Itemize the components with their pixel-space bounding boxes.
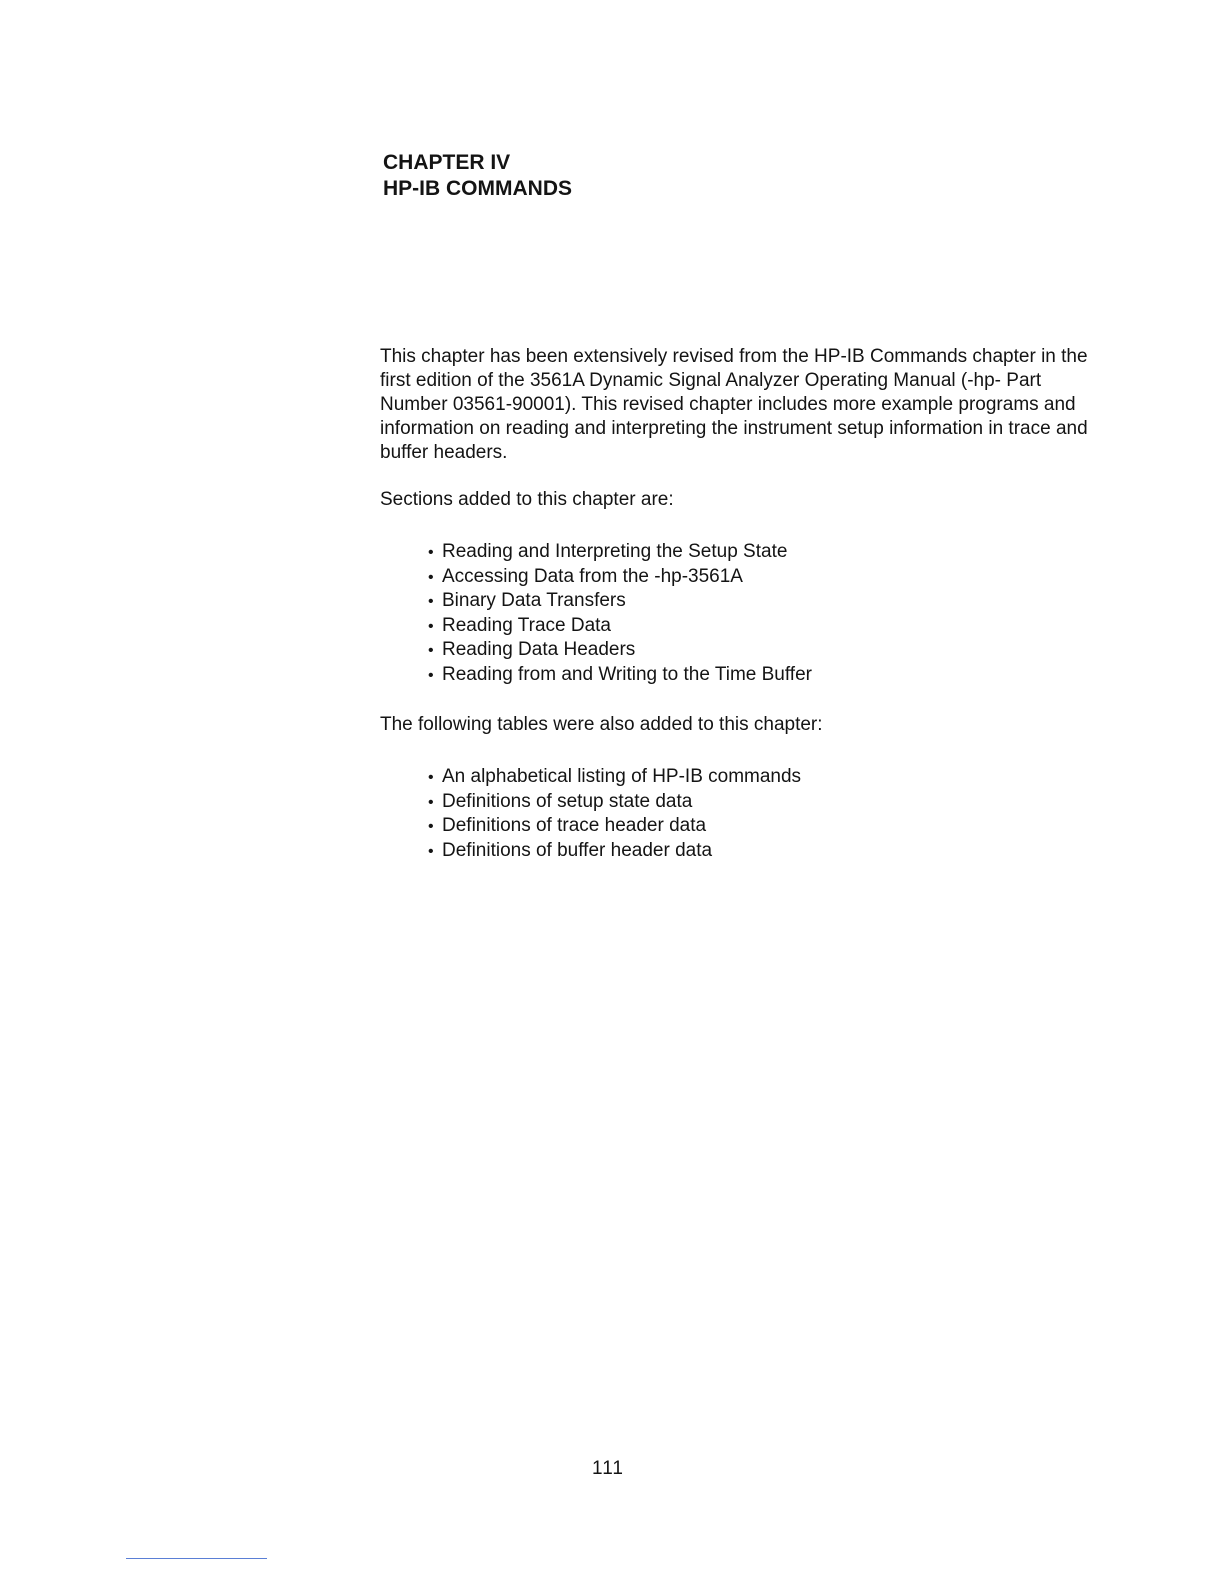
list-item: • Reading Trace Data xyxy=(428,614,812,639)
list-item: • Binary Data Transfers xyxy=(428,589,812,614)
list-item: • An alphabetical listing of HP-IB commands xyxy=(428,765,801,790)
chapter-heading xyxy=(383,150,572,202)
sections-lead-text: Sections added to this chapter are: xyxy=(380,489,674,510)
list-item: • Definitions of setup state data xyxy=(428,790,801,815)
scan-edge-line xyxy=(126,1558,267,1559)
chapter-number: CHAPTER IV xyxy=(383,151,511,174)
tables-lead-text: The following tables were also added to this chapter: xyxy=(380,714,823,735)
intro-paragraph: This chapter has been extensively revised from the HP-IB Commands chapter in the first edition of the 3561A Dynamic Signal Analyzer Operating Manual (-hp- Part Number 03561-90001). This revised chapter includes more example programs and information on reading and interpreting the instrument setup information in trace and buffer headers. xyxy=(380,346,1088,463)
chapter-title: HP-IB COMMANDS xyxy=(383,177,572,200)
tables-list xyxy=(428,765,801,863)
list-item: • Reading Data Headers xyxy=(428,638,812,663)
list-item: • Accessing Data from the -hp-3561A xyxy=(428,565,812,590)
list-item: • Reading and Interpreting the Setup State xyxy=(428,540,812,565)
list-item: • Definitions of trace header data xyxy=(428,814,801,839)
page-number: 111 xyxy=(592,1458,624,1479)
list-item: • Definitions of buffer header data xyxy=(428,839,801,864)
sections-list xyxy=(428,540,812,688)
list-item: • Reading from and Writing to the Time Buffer xyxy=(428,663,812,688)
